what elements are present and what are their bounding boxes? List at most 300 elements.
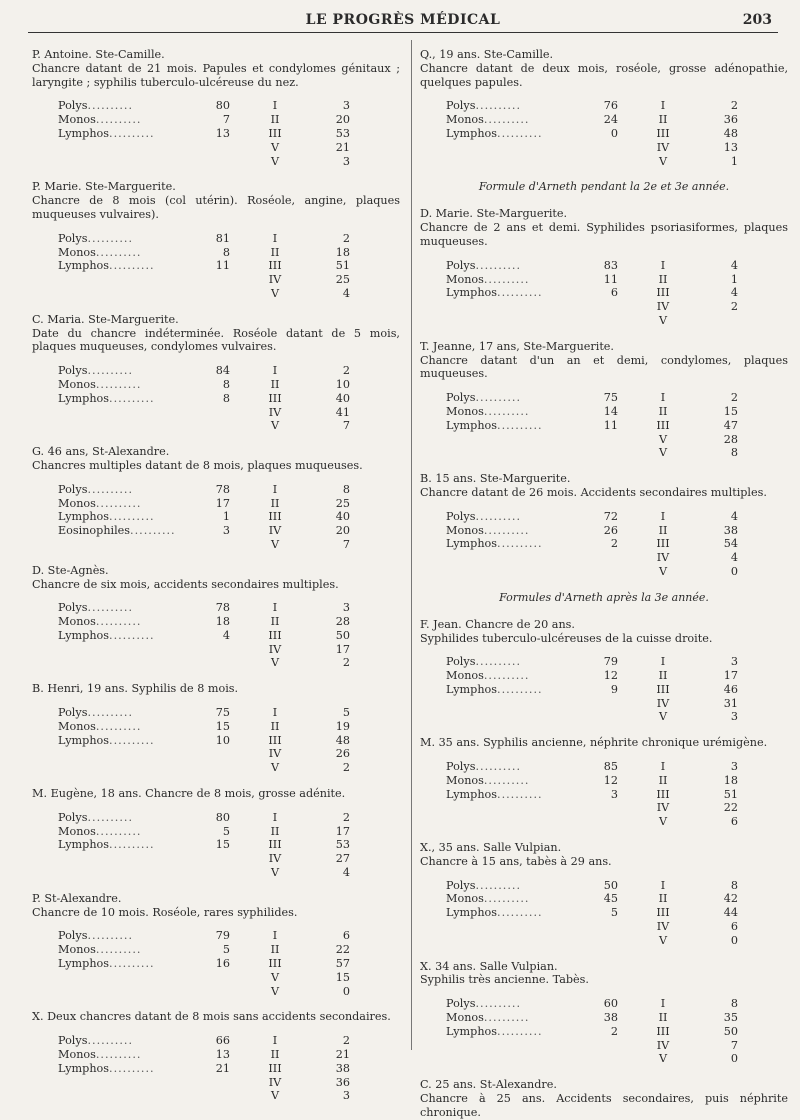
table-row <box>32 747 400 761</box>
cell-label: Lymphos.......... <box>58 957 155 971</box>
cell-label: Lymphos.......... <box>446 1024 543 1038</box>
cell-arneth-value: 2 <box>730 99 738 113</box>
table-row <box>420 1039 788 1053</box>
cell-arneth-value: 2 <box>342 364 350 378</box>
cell-percent: 7 <box>222 113 230 127</box>
table-row <box>420 683 788 697</box>
case-entry <box>32 564 400 671</box>
cell-percent: 66 <box>215 1034 230 1048</box>
cell-arneth-class: V <box>270 866 280 880</box>
cell-label: Monos.......... <box>58 245 142 259</box>
table-row <box>32 141 400 155</box>
cell-percent: 80 <box>215 99 230 113</box>
leader-dots: .......... <box>109 391 155 405</box>
cell-arneth-class: II <box>658 272 668 286</box>
table-row <box>32 538 400 552</box>
cell-arneth-class: V <box>658 815 668 829</box>
cell-arneth-class: III <box>268 628 282 642</box>
cell-arneth-class: III <box>656 418 670 432</box>
table-row <box>420 141 788 155</box>
case-name: T. Jeanne, 17 ans, Ste-Marguerite. <box>420 339 614 353</box>
cell-arneth-class: I <box>272 706 278 720</box>
cell-arneth-class: III <box>656 126 670 140</box>
cell-arneth-class: I <box>660 997 666 1011</box>
cell-arneth-class: III <box>656 1024 670 1038</box>
cell-arneth-class: III <box>268 1061 282 1075</box>
table-row <box>420 113 788 127</box>
cell-arneth-value: 4 <box>342 866 350 880</box>
cell-percent: 76 <box>603 99 618 113</box>
cell-arneth-class: II <box>658 773 668 787</box>
cell-label: Lymphos.......... <box>446 787 543 801</box>
leader-dots: .......... <box>497 537 543 551</box>
table-row <box>32 392 400 406</box>
table-row <box>420 405 788 419</box>
cell-percent: 8 <box>222 391 230 405</box>
cell-percent: 21 <box>215 1061 230 1075</box>
cell-arneth-value: 0 <box>730 564 738 578</box>
cell-arneth-value: 4 <box>730 258 738 272</box>
cell-arneth-value: 21 <box>335 1048 350 1062</box>
cell-label: Lymphos.......... <box>58 838 155 852</box>
cell-percent: 5 <box>610 906 618 920</box>
cell-arneth-class: I <box>272 99 278 113</box>
case-entry <box>32 445 400 552</box>
cell-arneth-class: V <box>270 761 280 775</box>
cell-label: Lymphos.......... <box>58 628 155 642</box>
cell-arneth-value: 27 <box>335 852 350 866</box>
cell-arneth-class: V <box>270 537 280 551</box>
cell-arneth-class: IV <box>656 551 670 565</box>
case-description: Chancre de 2 ans et demi. Syphilides psoriasiformes, plaques muqueuses. <box>420 221 788 248</box>
cell-arneth-value: 3 <box>730 710 738 724</box>
cell-arneth-class: V <box>658 313 668 327</box>
count-table <box>420 655 788 724</box>
leader-dots: .......... <box>95 943 142 957</box>
table-row <box>420 419 788 433</box>
cell-label: Lymphos.......... <box>58 126 155 140</box>
table-row <box>32 601 400 615</box>
cell-arneth-value: 18 <box>723 773 738 787</box>
cell-arneth-value: 2 <box>730 391 738 405</box>
cell-percent: 11 <box>603 272 618 286</box>
case-name: C. 25 ans. St-Alexandre. <box>420 1078 557 1092</box>
case-description: Chancre à 15 ans, tabès à 29 ans. <box>420 854 612 868</box>
cell-arneth-class: II <box>658 892 668 906</box>
cell-arneth-value: 4 <box>342 286 350 300</box>
cell-arneth-value: 28 <box>335 615 350 629</box>
cell-arneth-class: IV <box>268 1075 282 1089</box>
case-entry <box>420 1078 788 1119</box>
leader-dots: .......... <box>483 669 530 683</box>
cell-arneth-class: I <box>272 364 278 378</box>
cell-label: Lymphos.......... <box>446 286 543 300</box>
cell-percent: 4 <box>222 628 230 642</box>
cell-percent: 17 <box>215 496 230 510</box>
leader-dots: .......... <box>95 824 142 838</box>
cell-percent: 8 <box>222 377 230 391</box>
leader-dots: .......... <box>87 706 134 720</box>
cell-percent: 38 <box>603 1011 618 1025</box>
cell-arneth-class: II <box>658 113 668 127</box>
cell-arneth-class: II <box>658 404 668 418</box>
count-table <box>32 601 400 670</box>
cell-percent: 5 <box>222 824 230 838</box>
cell-label: Lymphos.......... <box>58 510 155 524</box>
cell-label: Polys.......... <box>58 1034 134 1048</box>
cell-percent: 24 <box>603 113 618 127</box>
cell-percent: 50 <box>603 878 618 892</box>
table-row <box>420 879 788 893</box>
journal-title: LE PROGRÈS MÉDICAL <box>305 12 501 28</box>
table-row <box>420 155 788 169</box>
cell-percent: 12 <box>603 669 618 683</box>
cell-label: Monos.......... <box>446 773 530 787</box>
leader-dots: .......... <box>497 418 543 432</box>
cell-arneth-value: 2 <box>342 810 350 824</box>
cell-arneth-value: 36 <box>335 1075 350 1089</box>
table-row <box>32 419 400 433</box>
table-row <box>32 852 400 866</box>
cell-arneth-value: 4 <box>730 509 738 523</box>
case-description: Chancre à 25 ans. Accidents secondaires, puis néphrite chronique. <box>420 1092 788 1119</box>
cell-label: Monos.......... <box>446 404 530 418</box>
leader-dots: .......... <box>483 404 530 418</box>
table-row <box>420 697 788 711</box>
cell-arneth-value: 20 <box>335 113 350 127</box>
leader-dots: .......... <box>109 1061 155 1075</box>
cell-label: Monos.......... <box>58 377 142 391</box>
cell-arneth-value: 6 <box>342 929 350 943</box>
table-row <box>32 929 400 943</box>
case-description: M. Eugène, 18 ans. Chancre de 8 mois, grosse adénite. <box>32 787 346 801</box>
cell-percent: 83 <box>603 258 618 272</box>
cell-label: Monos.......... <box>58 719 142 733</box>
cell-arneth-value: 18 <box>335 245 350 259</box>
cell-arneth-class: V <box>270 140 280 154</box>
cell-arneth-class: III <box>656 682 670 696</box>
cell-percent: 78 <box>215 482 230 496</box>
cell-arneth-class: III <box>268 733 282 747</box>
table-row <box>32 364 400 378</box>
leader-dots: .......... <box>475 997 522 1011</box>
cell-label: Monos.......... <box>446 523 530 537</box>
cell-arneth-class: III <box>268 957 282 971</box>
page-number: 203 <box>742 12 772 28</box>
cell-arneth-value: 2 <box>342 656 350 670</box>
table-row <box>32 985 400 999</box>
cell-label: Monos.......... <box>446 113 530 127</box>
cell-arneth-value: 26 <box>335 747 350 761</box>
count-table <box>32 232 400 301</box>
cell-percent: 0 <box>610 126 618 140</box>
cell-arneth-value: 19 <box>335 719 350 733</box>
count-table <box>32 483 400 552</box>
cell-arneth-value: 44 <box>723 906 738 920</box>
case-name: X. 34 ans. Salle Vulpian. <box>420 959 558 973</box>
cell-arneth-class: V <box>658 564 668 578</box>
table-row <box>420 99 788 113</box>
cell-arneth-class: I <box>272 482 278 496</box>
table-row <box>32 406 400 420</box>
cell-arneth-value: 15 <box>723 404 738 418</box>
cell-percent: 79 <box>215 929 230 943</box>
cell-percent: 13 <box>215 1048 230 1062</box>
cell-arneth-value: 48 <box>335 733 350 747</box>
left-column <box>32 48 400 1115</box>
cell-arneth-value: 38 <box>723 523 738 537</box>
cell-percent: 75 <box>603 391 618 405</box>
count-table <box>420 760 788 829</box>
table-row <box>32 287 400 301</box>
cell-label: Lymphos.......... <box>446 682 543 696</box>
cell-arneth-class: V <box>658 154 668 168</box>
table-row <box>32 113 400 127</box>
leader-dots: .......... <box>483 1011 530 1025</box>
cell-label: Polys.......... <box>58 231 134 245</box>
table-row <box>32 957 400 971</box>
leader-dots: .......... <box>475 258 522 272</box>
table-row <box>32 656 400 670</box>
cell-arneth-class: III <box>268 259 282 273</box>
count-table <box>420 99 788 168</box>
table-row <box>420 788 788 802</box>
count-table <box>32 99 400 168</box>
cell-percent: 3 <box>610 787 618 801</box>
cell-arneth-value: 6 <box>730 920 738 934</box>
cell-arneth-value: 50 <box>335 628 350 642</box>
case-description: Chancre de six mois, accidents secondaires multiples. <box>32 577 339 591</box>
cell-arneth-class: I <box>660 655 666 669</box>
table-row <box>32 510 400 524</box>
cell-label: Monos.......... <box>446 272 530 286</box>
cell-arneth-class: IV <box>268 273 282 287</box>
case-name: B. 15 ans. Ste-Marguerite. <box>420 472 571 486</box>
table-row <box>420 300 788 314</box>
cell-arneth-value: 8 <box>342 482 350 496</box>
cell-arneth-class: V <box>270 419 280 433</box>
cell-percent: 1 <box>222 510 230 524</box>
cell-arneth-class: IV <box>268 524 282 538</box>
cell-arneth-class: I <box>660 878 666 892</box>
cell-arneth-value: 53 <box>335 838 350 852</box>
cell-arneth-class: III <box>268 510 282 524</box>
table-row <box>32 259 400 273</box>
cell-label: Polys.......... <box>446 258 522 272</box>
cell-arneth-value: 8 <box>730 997 738 1011</box>
case-entry <box>32 682 400 775</box>
cell-arneth-value: 17 <box>335 824 350 838</box>
leader-dots: .......... <box>497 1024 543 1038</box>
case-name: P. St-Alexandre. <box>32 891 122 905</box>
cell-percent: 84 <box>215 364 230 378</box>
cell-arneth-value: 28 <box>723 432 738 446</box>
cell-label: Polys.......... <box>58 99 134 113</box>
leader-dots: .......... <box>497 126 543 140</box>
cell-arneth-value: 17 <box>723 669 738 683</box>
cell-arneth-value: 40 <box>335 391 350 405</box>
cell-arneth-class: I <box>272 929 278 943</box>
table-row <box>420 1011 788 1025</box>
cell-arneth-value: 22 <box>723 801 738 815</box>
case-description: X. Deux chancres datant de 8 mois sans accidents secondaires. <box>32 1010 391 1024</box>
cell-arneth-value: 22 <box>335 943 350 957</box>
case-name: D. Marie. Ste-Marguerite. <box>420 207 568 221</box>
table-row <box>420 127 788 141</box>
case-entry <box>32 892 400 999</box>
cell-label: Lymphos.......... <box>446 537 543 551</box>
cell-label: Monos.......... <box>58 824 142 838</box>
case-entry <box>420 841 788 948</box>
table-row <box>32 811 400 825</box>
table-row <box>32 127 400 141</box>
cell-arneth-class: IV <box>268 405 282 419</box>
cell-arneth-class: I <box>660 760 666 774</box>
cell-arneth-value: 51 <box>723 787 738 801</box>
cell-arneth-value: 2 <box>342 761 350 775</box>
cell-arneth-class: III <box>268 126 282 140</box>
leader-dots: .......... <box>95 1048 142 1062</box>
cell-arneth-value: 31 <box>723 696 738 710</box>
cell-arneth-value: 10 <box>335 377 350 391</box>
cell-arneth-value: 5 <box>342 706 350 720</box>
table-row <box>32 720 400 734</box>
table-row <box>32 246 400 260</box>
cell-arneth-class: IV <box>656 140 670 154</box>
cell-arneth-value: 7 <box>342 537 350 551</box>
cell-arneth-class: II <box>270 719 280 733</box>
cell-arneth-class: II <box>658 1011 668 1025</box>
cell-arneth-value: 6 <box>730 815 738 829</box>
cell-arneth-class: I <box>660 509 666 523</box>
leader-dots: .......... <box>130 524 176 538</box>
table-row <box>32 1048 400 1062</box>
case-name: C. Maria. Ste-Marguerite. <box>32 312 179 326</box>
case-entry <box>420 340 788 460</box>
table-row <box>32 497 400 511</box>
cell-arneth-class: V <box>658 710 668 724</box>
leader-dots: .......... <box>87 1034 134 1048</box>
cell-arneth-class: V <box>270 154 280 168</box>
case-description: Chancre datant de 21 mois. Papules et condylomes génitaux ; laryngite ; syphilis tuberculo-ulcéreuse du nez. <box>32 61 400 89</box>
cell-arneth-value: 40 <box>335 510 350 524</box>
cell-label: Polys.......... <box>446 509 522 523</box>
table-row <box>420 920 788 934</box>
cell-arneth-class: III <box>656 537 670 551</box>
cell-arneth-value: 41 <box>335 405 350 419</box>
table-row <box>32 706 400 720</box>
count-table <box>420 259 788 328</box>
cell-arneth-value: 1 <box>730 272 738 286</box>
case-description: Chancre de 10 mois. Roséole, rares syphilides. <box>32 905 298 919</box>
cell-arneth-value: 25 <box>335 496 350 510</box>
cell-label: Polys.......... <box>446 99 522 113</box>
cell-label: Monos.......... <box>58 496 142 510</box>
leader-dots: .......... <box>109 838 155 852</box>
cell-arneth-class: IV <box>268 642 282 656</box>
cell-percent: 16 <box>215 957 230 971</box>
case-description: B. Henri, 19 ans. Syphilis de 8 mois. <box>32 682 239 696</box>
cell-label: Monos.......... <box>446 892 530 906</box>
table-row <box>420 537 788 551</box>
formula-heading: Formule d'Arneth pendant la 2e et 3e année. <box>478 180 730 194</box>
cell-arneth-value: 38 <box>335 1061 350 1075</box>
case-entry <box>32 180 400 300</box>
leader-dots: .......... <box>497 286 543 300</box>
table-row <box>420 314 788 328</box>
cell-label: Lymphos.......... <box>446 418 543 432</box>
table-row <box>32 155 400 169</box>
table-row <box>32 643 400 657</box>
table-row <box>420 259 788 273</box>
table-row <box>420 892 788 906</box>
table-row <box>420 391 788 405</box>
cell-label: Monos.......... <box>58 113 142 127</box>
count-table <box>420 879 788 948</box>
leader-dots: .......... <box>475 391 522 405</box>
case-name: Q., 19 ans. Ste-Camille. <box>420 48 554 61</box>
leader-dots: .......... <box>95 377 142 391</box>
cell-arneth-class: IV <box>656 300 670 314</box>
case-description: M. 35 ans. Syphilis ancienne, néphrite chronique urémigène. <box>420 736 768 750</box>
cell-percent: 78 <box>215 601 230 615</box>
cell-label: Polys.......... <box>446 391 522 405</box>
table-row <box>420 997 788 1011</box>
case-entry <box>420 960 788 1067</box>
cell-label: Monos.......... <box>446 669 530 683</box>
table-row <box>420 655 788 669</box>
cell-arneth-value: 3 <box>342 154 350 168</box>
cell-percent: 11 <box>603 418 618 432</box>
leader-dots: .......... <box>109 733 155 747</box>
cell-arneth-class: II <box>270 943 280 957</box>
cell-arneth-class: IV <box>656 801 670 815</box>
leader-dots: .......... <box>95 496 142 510</box>
right-column <box>420 48 788 1120</box>
column-divider <box>411 40 412 1050</box>
cell-arneth-class: I <box>272 601 278 615</box>
cell-arneth-value: 2 <box>342 1034 350 1048</box>
cell-percent: 18 <box>215 615 230 629</box>
leader-dots: .......... <box>475 509 522 523</box>
cell-arneth-class: I <box>272 810 278 824</box>
cell-label: Eosinophiles.......... <box>58 524 176 538</box>
cell-percent: 12 <box>603 773 618 787</box>
cell-percent: 45 <box>603 892 618 906</box>
cell-arneth-value: 36 <box>723 113 738 127</box>
cell-arneth-class: V <box>658 446 668 460</box>
leader-dots: .......... <box>497 906 543 920</box>
cell-arneth-class: II <box>270 113 280 127</box>
cell-arneth-class: I <box>660 258 666 272</box>
cell-percent: 79 <box>603 655 618 669</box>
cell-arneth-value: 3 <box>730 760 738 774</box>
table-row <box>420 286 788 300</box>
table-row <box>32 232 400 246</box>
cell-percent: 75 <box>215 706 230 720</box>
cell-arneth-class: I <box>272 231 278 245</box>
case-name: X., 35 ans. Salle Vulpian. <box>420 841 562 855</box>
cell-percent: 81 <box>215 231 230 245</box>
leader-dots: .......... <box>87 482 134 496</box>
cell-percent: 13 <box>215 126 230 140</box>
count-table <box>32 706 400 775</box>
cell-label: Polys.......... <box>446 878 522 892</box>
cell-label: Monos.......... <box>58 615 142 629</box>
cell-label: Monos.......... <box>446 1011 530 1025</box>
leader-dots: .......... <box>87 810 134 824</box>
table-row <box>420 669 788 683</box>
